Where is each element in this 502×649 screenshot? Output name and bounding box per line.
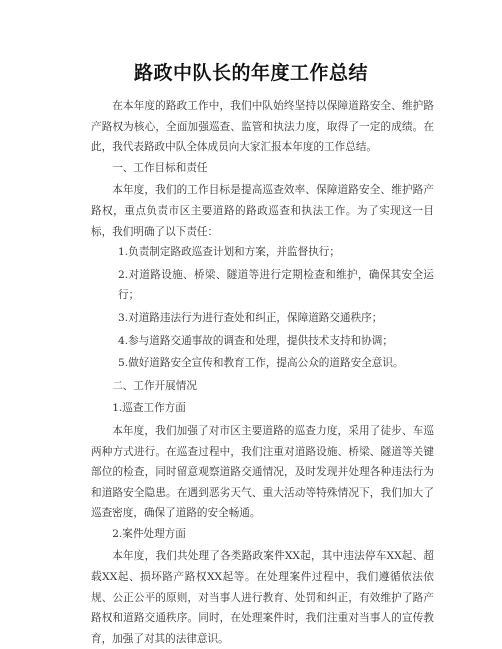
document-title: 路政中队长的年度工作总结 [133, 62, 368, 84]
section-heading: 一、工作目标和责任 [112, 161, 208, 174]
subsection-heading: 1.巡查工作方面 [112, 402, 186, 415]
body-paragraph: 本年度，我们的工作目标是提高巡查效率、保障道路安全、维护路产路权，重点负责市区主要道路的路政巡查和执法工作。为了实现这一目标，我们明确了以下责任： [91, 184, 434, 238]
list-item: 4.参与道路交通事故的调查和处理，提供技术支持和协调； [118, 334, 393, 347]
list-item: 2.对道路设施、桥梁、隧道等进行定期检查和维护，确保其安全运行； [118, 268, 434, 302]
list-item: 3.对道路违法行为进行查处和纠正，保障道路交通秩序； [118, 311, 383, 324]
intro-paragraph: 在本年度的路政工作中，我们中队始终坚持以保障道路安全、维护路产路权为核心，全面加强巡查、监管和执法力度，取得了一定的成绩。在此，我代表路政中队全体成员向大家汇报本年度的工作总结。 [91, 100, 434, 154]
body-paragraph: 本年度，我们加强了对市区主要道路的巡查力度，采用了徒步、车巡两种方式进行。在巡查过程中，我们注重对道路设施、桥梁、隧道等关键部位的检查，同时留意观察道路交通情况，及时发现并处理各种违法行为和道路安全隐患。在遇到恶劣天气、重大活动等特殊情况下，我们加大了巡查密度，确保了道路的安全畅通。 [91, 424, 434, 520]
list-item: 5.做好道路安全宣传和教育工作，提高公众的道路安全意识。 [118, 357, 404, 370]
document-body [91, 96, 434, 649]
list-item: 1.负责制定路政巡查计划和方案，并监督执行； [118, 246, 340, 259]
body-paragraph: 本年度，我们共处理了各类路政案件XX起，其中违法停车XX起、超载XX起、损坏路产路权XX起等。在处理案件过程中，我们遵循依法依规、公正公平的原则，对当事人进行教育、处罚和纠正，有效维护了路产路权和道路交通秩序。同时，在处理案件时，我们注重对当事人的宣传教育，加强了对其的法律意识。 [91, 550, 434, 645]
section-heading: 二、工作开展情况 [112, 379, 197, 392]
subsection-heading: 2.案件处理方面 [112, 527, 186, 540]
